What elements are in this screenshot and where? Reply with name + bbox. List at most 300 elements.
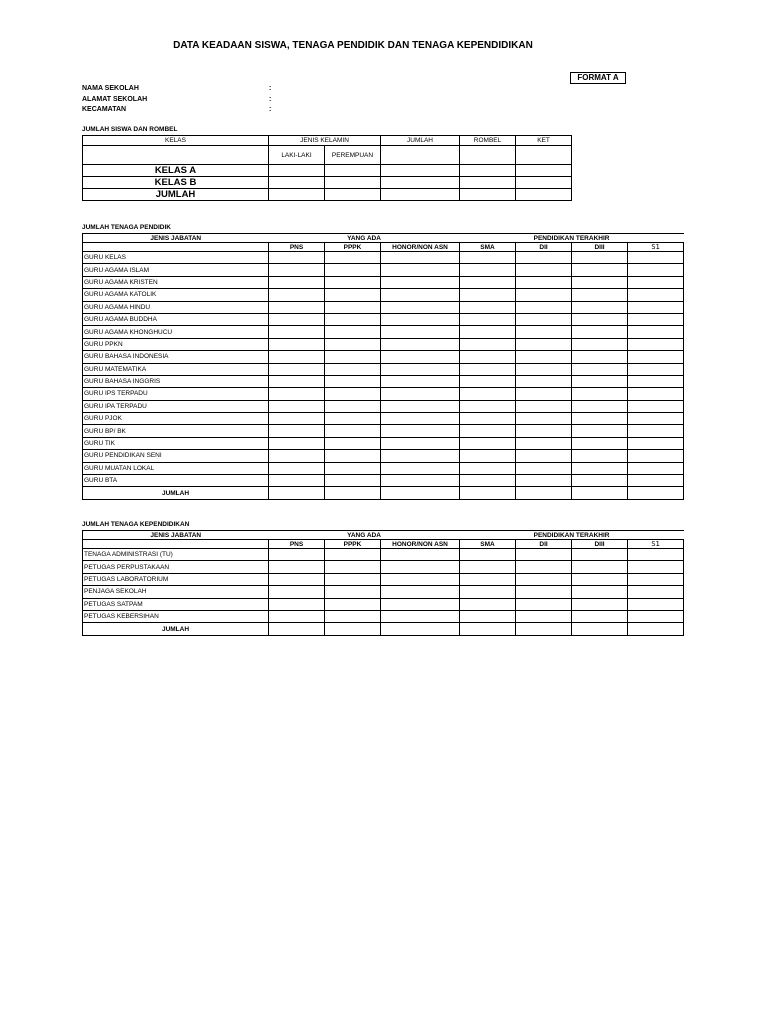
- data-cell: [325, 165, 381, 177]
- table-row: [83, 573, 684, 585]
- data-cell: [572, 264, 628, 276]
- data-cell: [325, 326, 381, 338]
- colon-alamat-sekolah: :: [269, 96, 272, 103]
- table-row: [83, 475, 684, 487]
- table-siswa: [82, 135, 572, 201]
- table-row: [83, 189, 572, 201]
- row-label: GURU AGAMA KRISTEN: [83, 276, 269, 288]
- data-cell: [381, 623, 460, 635]
- data-cell: [381, 363, 460, 375]
- data-cell: [628, 475, 684, 487]
- row-label: GURU TIK: [83, 437, 269, 449]
- data-cell: [269, 276, 325, 288]
- data-cell: [628, 363, 684, 375]
- colon-nama-sekolah: :: [269, 85, 272, 92]
- data-cell: [460, 425, 516, 437]
- data-cell: [460, 276, 516, 288]
- header-diii: DIII: [572, 243, 628, 252]
- data-cell: [460, 598, 516, 610]
- data-cell: [269, 400, 325, 412]
- row-label: GURU PENDIDIKAN SENI: [83, 450, 269, 462]
- data-cell: [325, 264, 381, 276]
- row-label: GURU AGAMA KATOLIK: [83, 289, 269, 301]
- header-sma: SMA: [460, 243, 516, 252]
- total-label: JUMLAH: [83, 623, 269, 635]
- data-cell: [325, 375, 381, 387]
- data-cell: [516, 549, 572, 561]
- data-cell: [628, 375, 684, 387]
- table-row: [83, 351, 684, 363]
- data-cell: [460, 189, 516, 201]
- data-cell: [325, 462, 381, 474]
- data-cell: [516, 487, 572, 499]
- data-cell: [269, 189, 325, 201]
- row-label: GURU IPS TERPADU: [83, 388, 269, 400]
- data-cell: [460, 338, 516, 350]
- data-cell: [628, 326, 684, 338]
- table-row: [83, 549, 684, 561]
- data-cell: [381, 437, 460, 449]
- data-cell: [572, 475, 628, 487]
- table-row: [83, 462, 684, 474]
- data-cell: [460, 450, 516, 462]
- data-cell: [381, 252, 460, 264]
- table-row: [83, 264, 684, 276]
- data-cell: [516, 363, 572, 375]
- header-sma: SMA: [460, 540, 516, 549]
- data-cell: [325, 475, 381, 487]
- data-cell: [269, 549, 325, 561]
- data-cell: [628, 338, 684, 350]
- data-cell: [269, 388, 325, 400]
- row-label: PETUGAS KEBERSIHAN: [83, 610, 269, 622]
- data-cell: [572, 326, 628, 338]
- header-laki-laki: LAKI-LAKI: [269, 146, 325, 165]
- row-label: KELAS B: [83, 177, 269, 189]
- data-cell: [572, 313, 628, 325]
- data-cell: [269, 425, 325, 437]
- data-cell: [572, 363, 628, 375]
- data-cell: [325, 425, 381, 437]
- data-cell: [269, 289, 325, 301]
- data-cell: [460, 573, 516, 585]
- data-cell: [325, 413, 381, 425]
- data-cell: [381, 326, 460, 338]
- data-cell: [628, 573, 684, 585]
- data-cell: [325, 177, 381, 189]
- data-cell: [325, 400, 381, 412]
- data-cell: [325, 301, 381, 313]
- data-cell: [325, 549, 381, 561]
- header-perempuan: PEREMPUAN: [325, 146, 381, 165]
- data-cell: [572, 561, 628, 573]
- data-cell: [269, 177, 325, 189]
- data-cell: [572, 462, 628, 474]
- data-cell: [572, 549, 628, 561]
- data-cell: [325, 623, 381, 635]
- row-label: GURU AGAMA HINDU: [83, 301, 269, 313]
- total-row: [83, 487, 684, 499]
- data-cell: [381, 165, 460, 177]
- data-cell: [381, 598, 460, 610]
- data-cell: [381, 351, 460, 363]
- data-cell: [460, 462, 516, 474]
- table-row: [83, 301, 684, 313]
- data-cell: [572, 437, 628, 449]
- data-cell: [381, 400, 460, 412]
- header-rombel: ROMBEL: [460, 136, 516, 146]
- data-cell: [628, 487, 684, 499]
- header-dii: DII: [516, 243, 572, 252]
- row-label: GURU IPA TERPADU: [83, 400, 269, 412]
- data-cell: [628, 301, 684, 313]
- data-cell: [325, 598, 381, 610]
- row-label: JUMLAH: [83, 189, 269, 201]
- data-cell: [516, 610, 572, 622]
- data-cell: [325, 252, 381, 264]
- data-cell: [269, 363, 325, 375]
- data-cell: [628, 400, 684, 412]
- data-cell: [628, 437, 684, 449]
- data-cell: [516, 573, 572, 585]
- data-cell: [325, 561, 381, 573]
- header-jenis-kelamin: JENIS KELAMIN: [269, 136, 381, 146]
- data-cell: [516, 623, 572, 635]
- row-label: GURU AGAMA ISLAM: [83, 264, 269, 276]
- header-dii: DII: [516, 540, 572, 549]
- row-label: PETUGAS SATPAM: [83, 598, 269, 610]
- data-cell: [269, 351, 325, 363]
- data-cell: [460, 623, 516, 635]
- data-cell: [269, 475, 325, 487]
- data-cell: [628, 610, 684, 622]
- table-row: [83, 586, 684, 598]
- data-cell: [381, 573, 460, 585]
- header-pppk: PPPK: [325, 540, 381, 549]
- data-cell: [516, 462, 572, 474]
- data-cell: [269, 375, 325, 387]
- data-cell: [269, 413, 325, 425]
- data-cell: [325, 450, 381, 462]
- row-label: GURU AGAMA KHONGHUCU: [83, 326, 269, 338]
- table-row: [83, 388, 684, 400]
- row-label: PENJAGA SEKOLAH: [83, 586, 269, 598]
- data-cell: [381, 338, 460, 350]
- data-cell: [460, 363, 516, 375]
- data-cell: [628, 289, 684, 301]
- data-cell: [269, 573, 325, 585]
- data-cell: [460, 313, 516, 325]
- data-cell: [381, 301, 460, 313]
- table-row: [83, 338, 684, 350]
- section-title-kependidikan: JUMLAH TENAGA KEPENDIDIKAN: [82, 521, 190, 528]
- header-yang-ada: YANG ADA: [269, 531, 460, 540]
- data-cell: [572, 610, 628, 622]
- header-diii: DIII: [572, 540, 628, 549]
- header-yang-ada: YANG ADA: [269, 234, 460, 243]
- data-cell: [628, 425, 684, 437]
- data-cell: [269, 623, 325, 635]
- data-cell: [516, 252, 572, 264]
- data-cell: [325, 313, 381, 325]
- data-cell: [628, 388, 684, 400]
- data-cell: [325, 338, 381, 350]
- data-cell: [325, 289, 381, 301]
- data-cell: [572, 425, 628, 437]
- table-kependidikan: [82, 530, 684, 636]
- data-cell: [516, 586, 572, 598]
- data-cell: [572, 413, 628, 425]
- table-pendidik: [82, 233, 684, 500]
- row-label: PETUGAS PERPUSTAKAAN: [83, 561, 269, 573]
- data-cell: [269, 252, 325, 264]
- header-pns: PNS: [269, 540, 325, 549]
- data-cell: [269, 462, 325, 474]
- table-row: [83, 610, 684, 622]
- data-cell: [460, 388, 516, 400]
- table-row: [83, 400, 684, 412]
- data-cell: [460, 289, 516, 301]
- data-cell: [572, 598, 628, 610]
- header-s1: S1: [628, 540, 684, 549]
- data-cell: [381, 313, 460, 325]
- label-alamat-sekolah: ALAMAT SEKOLAH: [82, 96, 148, 103]
- data-cell: [381, 276, 460, 288]
- data-cell: [269, 487, 325, 499]
- header-s1: S1: [628, 243, 684, 252]
- data-cell: [325, 189, 381, 201]
- data-cell: [460, 326, 516, 338]
- table-row: [83, 313, 684, 325]
- data-cell: [269, 264, 325, 276]
- data-cell: [572, 450, 628, 462]
- data-cell: [628, 462, 684, 474]
- data-cell: [381, 462, 460, 474]
- table-row: [83, 437, 684, 449]
- data-cell: [572, 375, 628, 387]
- data-cell: [381, 189, 460, 201]
- data-cell: [325, 573, 381, 585]
- section-title-pendidik: JUMLAH TENAGA PENDIDIK: [82, 224, 171, 231]
- data-cell: [325, 487, 381, 499]
- data-cell: [628, 586, 684, 598]
- label-kecamatan: KECAMATAN: [82, 106, 127, 113]
- data-cell: [460, 487, 516, 499]
- data-cell: [516, 326, 572, 338]
- data-cell: [572, 289, 628, 301]
- data-cell: [269, 313, 325, 325]
- data-cell: [628, 264, 684, 276]
- header-pns: PNS: [269, 243, 325, 252]
- row-label: PETUGAS LABORATORIUM: [83, 573, 269, 585]
- row-label: GURU MUATAN LOKAL: [83, 462, 269, 474]
- data-cell: [269, 610, 325, 622]
- data-cell: [516, 289, 572, 301]
- data-cell: [516, 165, 572, 177]
- data-cell: [516, 388, 572, 400]
- data-cell: [572, 276, 628, 288]
- table-row: [83, 276, 684, 288]
- data-cell: [516, 450, 572, 462]
- data-cell: [381, 388, 460, 400]
- data-cell: [516, 189, 572, 201]
- data-cell: [460, 549, 516, 561]
- data-cell: [628, 413, 684, 425]
- data-cell: [460, 165, 516, 177]
- data-cell: [572, 586, 628, 598]
- data-cell: [269, 165, 325, 177]
- data-cell: [381, 177, 460, 189]
- data-cell: [381, 586, 460, 598]
- table-row: [83, 252, 684, 264]
- row-label: GURU PJOK: [83, 413, 269, 425]
- header-pendidikan-terakhir: PENDIDIKAN TERAKHIR: [460, 531, 684, 540]
- data-cell: [516, 351, 572, 363]
- header-pppk: PPPK: [325, 243, 381, 252]
- data-cell: [381, 425, 460, 437]
- data-cell: [381, 289, 460, 301]
- data-cell: [516, 413, 572, 425]
- data-cell: [325, 388, 381, 400]
- data-cell: [460, 475, 516, 487]
- data-cell: [628, 450, 684, 462]
- data-cell: [460, 610, 516, 622]
- data-cell: [381, 475, 460, 487]
- table-row: [83, 177, 572, 189]
- row-label: GURU BTA: [83, 475, 269, 487]
- data-cell: [381, 375, 460, 387]
- header-jenis-jabatan: JENIS JABATAN: [83, 531, 269, 540]
- data-cell: [325, 363, 381, 375]
- data-cell: [572, 301, 628, 313]
- header-kelas: KELAS: [83, 136, 269, 146]
- row-label: GURU AGAMA BUDDHA: [83, 313, 269, 325]
- data-cell: [516, 177, 572, 189]
- data-cell: [269, 598, 325, 610]
- data-cell: [628, 623, 684, 635]
- row-label: GURU BAHASA INDONESIA: [83, 351, 269, 363]
- row-label: GURU KELAS: [83, 252, 269, 264]
- row-label: TENAGA ADMINISTRASI (TU): [83, 549, 269, 561]
- data-cell: [628, 561, 684, 573]
- header-honor: HONOR/NON ASN: [381, 540, 460, 549]
- table-row: [83, 413, 684, 425]
- data-cell: [516, 301, 572, 313]
- data-cell: [628, 351, 684, 363]
- data-cell: [460, 561, 516, 573]
- header-honor: HONOR/NON ASN: [381, 243, 460, 252]
- data-cell: [516, 375, 572, 387]
- data-cell: [572, 351, 628, 363]
- row-label: GURU BP/ BK: [83, 425, 269, 437]
- data-cell: [572, 338, 628, 350]
- data-cell: [460, 586, 516, 598]
- data-cell: [269, 437, 325, 449]
- data-cell: [269, 326, 325, 338]
- data-cell: [325, 610, 381, 622]
- data-cell: [460, 264, 516, 276]
- header-pendidikan-terakhir: PENDIDIKAN TERAKHIR: [460, 234, 684, 243]
- data-cell: [628, 313, 684, 325]
- total-label: JUMLAH: [83, 487, 269, 499]
- table-row: [83, 561, 684, 573]
- data-cell: [572, 400, 628, 412]
- data-cell: [381, 487, 460, 499]
- section-title-siswa: JUMLAH SISWA DAN ROMBEL: [82, 126, 178, 133]
- data-cell: [381, 450, 460, 462]
- data-cell: [325, 586, 381, 598]
- data-cell: [325, 437, 381, 449]
- data-cell: [460, 252, 516, 264]
- data-cell: [572, 573, 628, 585]
- data-cell: [381, 264, 460, 276]
- data-cell: [628, 252, 684, 264]
- total-row: [83, 623, 684, 635]
- header-jumlah: JUMLAH: [381, 136, 460, 146]
- data-cell: [516, 598, 572, 610]
- table-row: [83, 289, 684, 301]
- data-cell: [460, 375, 516, 387]
- table-row: [83, 375, 684, 387]
- data-cell: [516, 338, 572, 350]
- row-label: KELAS A: [83, 165, 269, 177]
- data-cell: [516, 264, 572, 276]
- data-cell: [516, 425, 572, 437]
- data-cell: [460, 437, 516, 449]
- data-cell: [460, 400, 516, 412]
- data-cell: [460, 301, 516, 313]
- data-cell: [572, 252, 628, 264]
- data-cell: [325, 351, 381, 363]
- row-label: GURU BAHASA INGGRIS: [83, 375, 269, 387]
- data-cell: [460, 177, 516, 189]
- data-cell: [381, 610, 460, 622]
- header-ket: KET: [516, 136, 572, 146]
- data-cell: [516, 475, 572, 487]
- data-cell: [269, 450, 325, 462]
- data-cell: [572, 388, 628, 400]
- data-cell: [572, 487, 628, 499]
- table-row: [83, 363, 684, 375]
- row-label: GURU PPKN: [83, 338, 269, 350]
- data-cell: [516, 400, 572, 412]
- data-cell: [516, 437, 572, 449]
- data-cell: [269, 561, 325, 573]
- data-cell: [460, 413, 516, 425]
- table-row: [83, 450, 684, 462]
- row-label: GURU MATEMATIKA: [83, 363, 269, 375]
- header-jenis-jabatan: JENIS JABATAN: [83, 234, 269, 243]
- colon-kecamatan: :: [269, 106, 272, 113]
- data-cell: [269, 301, 325, 313]
- data-cell: [628, 598, 684, 610]
- page-title: DATA KEADAAN SISWA, TENAGA PENDIDIK DAN TENAGA KEPENDIDIKAN: [173, 40, 533, 51]
- format-label: FORMAT A: [570, 72, 626, 84]
- data-cell: [628, 549, 684, 561]
- table-row: [83, 165, 572, 177]
- table-row: [83, 326, 684, 338]
- data-cell: [325, 276, 381, 288]
- data-cell: [572, 623, 628, 635]
- table-row: [83, 425, 684, 437]
- data-cell: [381, 549, 460, 561]
- data-cell: [269, 338, 325, 350]
- data-cell: [381, 561, 460, 573]
- label-nama-sekolah: NAMA SEKOLAH: [82, 85, 139, 92]
- data-cell: [628, 276, 684, 288]
- table-row: [83, 598, 684, 610]
- data-cell: [516, 561, 572, 573]
